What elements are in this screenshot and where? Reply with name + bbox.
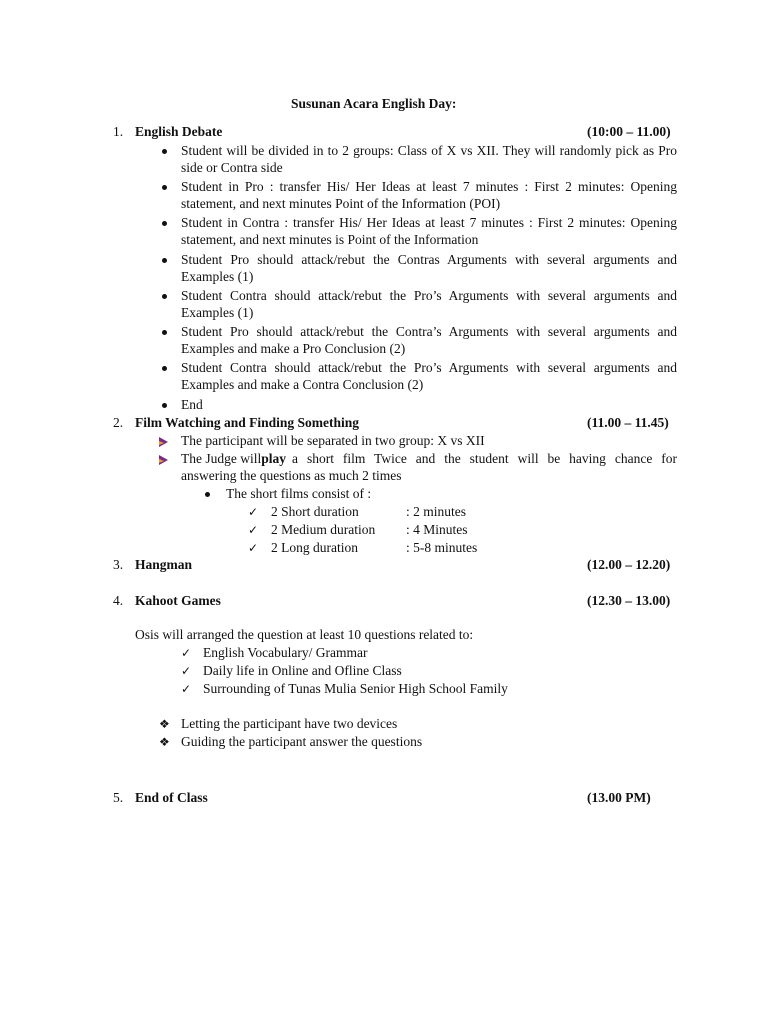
bullet-line-2: statement, and next minutes is Point of the Information bbox=[181, 232, 479, 247]
check-icon: ✓ bbox=[248, 523, 259, 537]
section-title: English Debate bbox=[135, 124, 223, 139]
section-number: 1. bbox=[113, 124, 124, 139]
duration-label: 2 Medium duration bbox=[271, 522, 376, 537]
section-title: End of Class bbox=[135, 790, 208, 805]
bullet-line-2: Examples (1) bbox=[181, 269, 254, 284]
bullet-line-1: Student Pro should attack/rebut the Contras Arguments with several arguments and bbox=[181, 252, 677, 267]
bullet-line-1: Student in Contra : transfer His/ Her Ideas at least 7 minutes : First 2 minutes: Opening bbox=[181, 215, 677, 230]
diamond-bullet-icon: ❖ bbox=[159, 735, 170, 749]
check-icon: ✓ bbox=[248, 505, 259, 519]
bullet-text: answering the questions as much 2 times bbox=[181, 468, 402, 483]
diamond-item-text: Letting the participant have two devices bbox=[181, 716, 398, 731]
item-text-post: a short film Twice and the student will be having chance for bbox=[292, 451, 677, 466]
diamond-bullet-icon: ❖ bbox=[159, 717, 170, 731]
check-icon: ✓ bbox=[181, 682, 192, 696]
arrow-bullet-icon bbox=[159, 437, 168, 447]
check-icon: ✓ bbox=[181, 646, 192, 660]
bullet-line-2: Examples (1) bbox=[181, 305, 254, 320]
bullet-line-1: Student will be divided in to 2 groups: Class of X vs XII. They will randomly pick as Pro bbox=[181, 143, 677, 158]
bullet-dot bbox=[162, 221, 167, 226]
check-icon: ✓ bbox=[248, 541, 259, 555]
section-time: (10:00 – 11.00) bbox=[587, 124, 671, 139]
bullet-line-1: Student in Pro : transfer His/ Her Ideas at least 7 minutes : First 2 minutes: Opening bbox=[181, 179, 677, 194]
bullet-text-line bbox=[181, 450, 677, 468]
bullet-line-2: Examples and make a Pro Conclusion (2) bbox=[181, 341, 406, 356]
duration-value: : 4 Minutes bbox=[406, 522, 468, 537]
bullet-dot bbox=[162, 185, 167, 190]
section-time: (12.30 – 13.00) bbox=[587, 593, 671, 608]
section-time: (11.00 – 11.45) bbox=[587, 415, 669, 430]
bullet-dot bbox=[162, 149, 167, 154]
duration-value: : 5-8 minutes bbox=[406, 540, 478, 555]
arrow-bullet-icon bbox=[159, 455, 168, 465]
section-title: Hangman bbox=[135, 557, 193, 572]
page-title: Susunan Acara English Day: bbox=[291, 96, 457, 111]
check-item-text: English Vocabulary/ Grammar bbox=[203, 645, 368, 660]
bullet-line-2: Examples and make a Contra Conclusion (2) bbox=[181, 377, 424, 392]
check-item-text: Daily life in Online and Ofline Class bbox=[203, 663, 402, 678]
bullet-dot bbox=[162, 366, 167, 371]
bullet-line-1: Student Contra should attack/rebut the Pro’s Arguments with several arguments and bbox=[181, 360, 677, 375]
item-text-pre: The Judge will bbox=[181, 451, 262, 466]
item-text-bold: play bbox=[261, 451, 287, 466]
check-icon: ✓ bbox=[181, 664, 192, 678]
bullet-dot bbox=[162, 294, 167, 299]
section-time: (13.00 PM) bbox=[587, 790, 651, 805]
section-number: 2. bbox=[113, 415, 124, 430]
bullet-dot bbox=[162, 403, 167, 408]
check-item-text: Surrounding of Tunas Mulia Senior High School Family bbox=[203, 681, 508, 696]
bullet-line-2: statement, and next minutes Point of the Information (POI) bbox=[181, 196, 501, 211]
duration-value: : 2 minutes bbox=[406, 504, 466, 519]
bullet-line-1: Student Pro should attack/rebut the Contra’s Arguments with several arguments and bbox=[181, 324, 677, 339]
bullet-dot bbox=[205, 492, 210, 497]
diamond-item-text: Guiding the participant answer the questions bbox=[181, 734, 423, 749]
duration-label: 2 Short duration bbox=[271, 504, 359, 519]
bullet-line-1: Student Contra should attack/rebut the Pro’s Arguments with several arguments and bbox=[181, 288, 677, 303]
section-title: Film Watching and Finding Something bbox=[135, 415, 360, 430]
section-time: (12.00 – 12.20) bbox=[587, 557, 671, 572]
section-number: 5. bbox=[113, 790, 124, 805]
bullet-text: The participant will be separated in two group: X vs XII bbox=[181, 433, 485, 448]
section-number: 3. bbox=[113, 557, 124, 572]
section-number: 4. bbox=[113, 593, 124, 608]
bullet-line-2: side or Contra side bbox=[181, 160, 283, 175]
bullet-dot bbox=[162, 258, 167, 263]
duration-label: 2 Long duration bbox=[271, 540, 358, 555]
paragraph-text: Osis will arranged the question at least 10 questions related to: bbox=[135, 627, 474, 642]
bullet-text: End bbox=[181, 397, 203, 412]
section-title: Kahoot Games bbox=[135, 593, 221, 608]
bullet-dot bbox=[162, 330, 167, 335]
bullet-text: The short films consist of : bbox=[226, 486, 372, 501]
